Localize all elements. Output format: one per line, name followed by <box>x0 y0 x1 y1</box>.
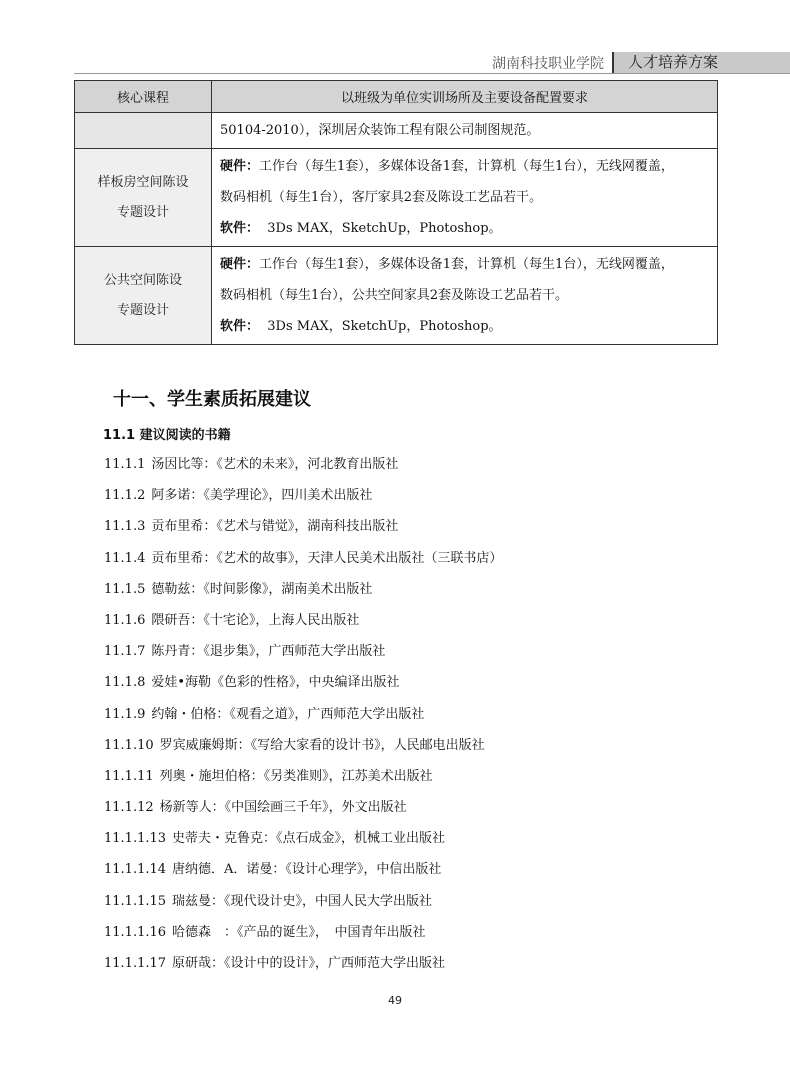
book-entry: 阿多诺：《美学理论》，四川美术出版社 <box>151 488 373 504</box>
table-header-row <box>75 81 718 113</box>
hardware-line <box>220 249 709 280</box>
list-item <box>104 761 502 792</box>
book-number: 11.1.10 <box>104 737 154 753</box>
hardware-label: 硬件： <box>220 257 260 272</box>
book-entry: 陈丹青：《退步集》，广西师范大学出版社 <box>151 644 386 660</box>
book-entry: 汤因比等：《艺术的未来》，河北教育出版社 <box>151 457 399 472</box>
book-entry: 德勒兹：《时间影像》，湖南美术出版社 <box>151 581 373 597</box>
book-number: 11.1.9 <box>104 706 146 722</box>
reading-list <box>104 449 502 979</box>
list-item <box>104 574 502 605</box>
list-item <box>104 886 502 917</box>
book-number: 11.1.12 <box>104 800 154 816</box>
book-entry: 瑞兹曼：《现代设计史》，中国人民大学出版社 <box>172 893 433 909</box>
software-text: 3Ds MAX，SketchUp，Photoshop。 <box>267 319 502 334</box>
page-number: 49 <box>388 994 402 1007</box>
list-item <box>104 449 502 480</box>
list-item <box>104 854 502 885</box>
page-header <box>74 52 790 74</box>
subsection-title: 11.1 建议阅读的书籍 <box>103 428 231 443</box>
book-entry: 爱娃•海勒《色彩的性格》，中央编译出版社 <box>151 675 400 691</box>
list-item <box>104 948 502 979</box>
training-equipment-table <box>74 80 718 345</box>
header-school-name: 湖南科技职业学院 <box>492 56 604 72</box>
book-number: 11.1.1.15 <box>104 893 167 909</box>
book-number: 11.1.3 <box>104 519 146 535</box>
list-item <box>104 636 502 667</box>
hardware-text: 工作台（每生1套），多媒体设备1套，计算机（每生1台），无线网覆盖， <box>259 257 674 272</box>
book-number: 11.1.8 <box>104 675 146 691</box>
book-number: 11.1.11 <box>104 768 154 784</box>
hardware-text: 工作台（每生1套），多媒体设备1套，计算机（每生1台），无线网覆盖， <box>259 159 674 174</box>
course-name-line: 公共空间陈设 <box>103 272 182 288</box>
book-number: 11.1.6 <box>104 612 146 628</box>
requirements-cell <box>212 113 718 149</box>
list-item <box>104 511 502 542</box>
book-number: 11.1.1 <box>104 457 146 472</box>
book-number: 11.1.1.13 <box>104 831 167 847</box>
list-item <box>104 792 502 823</box>
book-entry: 原研哉：《设计中的设计》，广西师范大学出版社 <box>172 956 446 971</box>
course-cell <box>75 149 212 247</box>
course-name-line: 专题设计 <box>116 204 169 220</box>
software-line <box>220 213 709 244</box>
list-item <box>104 543 502 574</box>
book-entry: 杨新等人：《中国绘画三千年》，外文出版社 <box>159 800 407 816</box>
book-entry: 隈研吾：《十宅论》，上海人民出版社 <box>151 612 360 628</box>
book-number: 11.1.5 <box>104 581 146 597</box>
book-number: 11.1.2 <box>104 488 146 504</box>
book-number: 11.1.1.14 <box>104 862 167 878</box>
book-entry: 列奥・施坦伯格：《另类准则》，江苏美术出版社 <box>159 768 433 784</box>
course-cell <box>75 247 212 345</box>
book-entry: 史蒂夫・克鲁克：《点石成金》，机械工业出版社 <box>172 831 446 847</box>
requirements-cell <box>212 149 718 247</box>
book-entry: 贡布里希：《艺术的故事》，天津人民美术出版社（三联书店） <box>151 550 503 566</box>
section-title: 十一、学生素质拓展建议 <box>113 389 311 410</box>
requirements-cell <box>212 247 718 345</box>
software-line <box>220 311 709 342</box>
table-header-requirements: 以班级为单位实训场所及主要设备配置要求 <box>212 81 718 113</box>
hardware-label: 硬件： <box>220 159 260 174</box>
software-label: 软件： <box>220 319 260 334</box>
table-row <box>75 247 718 345</box>
book-entry: 约翰・伯格：《观看之道》，广西师范大学出版社 <box>151 706 425 722</box>
book-entry: 罗宾威廉姆斯：《写给大家看的设计书》，人民邮电出版社 <box>159 737 485 753</box>
course-name-line: 样板房空间陈设 <box>97 174 189 190</box>
list-item <box>104 605 502 636</box>
book-entry: 唐纳德．A．诺曼：《设计心理学》，中信出版社 <box>172 862 442 878</box>
course-cell-empty <box>75 113 212 149</box>
list-item <box>104 917 502 948</box>
hardware-line-continued: 数码相机（每生1台），公共空间家具2套及陈设工艺品若干。 <box>220 288 569 303</box>
list-item <box>104 699 502 730</box>
continuation-text: 50104-2010），深圳居众装饰工程有限公司制图规范。 <box>220 123 540 138</box>
hardware-line <box>220 151 709 182</box>
table-header-course: 核心课程 <box>75 81 212 113</box>
book-number: 11.1.7 <box>104 644 146 660</box>
book-number: 11.1.1.16 <box>104 924 167 940</box>
book-number: 11.1.1.17 <box>104 956 167 971</box>
hardware-line-continued: 数码相机（每生1台），客厅家具2套及陈设工艺品若干。 <box>220 190 543 205</box>
list-item <box>104 730 502 761</box>
list-item <box>104 667 502 698</box>
book-entry: 哈德森 ：《产品的诞生》， 中国青年出版社 <box>172 924 426 940</box>
list-item <box>104 480 502 511</box>
list-item <box>104 823 502 854</box>
table-row <box>75 149 718 247</box>
software-text: 3Ds MAX，SketchUp，Photoshop。 <box>267 221 502 236</box>
software-label: 软件： <box>220 221 260 236</box>
course-name-line: 专题设计 <box>116 302 169 318</box>
book-number: 11.1.4 <box>104 550 146 566</box>
header-doc-title: 人才培养方案 <box>614 52 790 73</box>
table-row <box>75 113 718 149</box>
book-entry: 贡布里希：《艺术与错觉》，湖南科技出版社 <box>151 519 399 535</box>
